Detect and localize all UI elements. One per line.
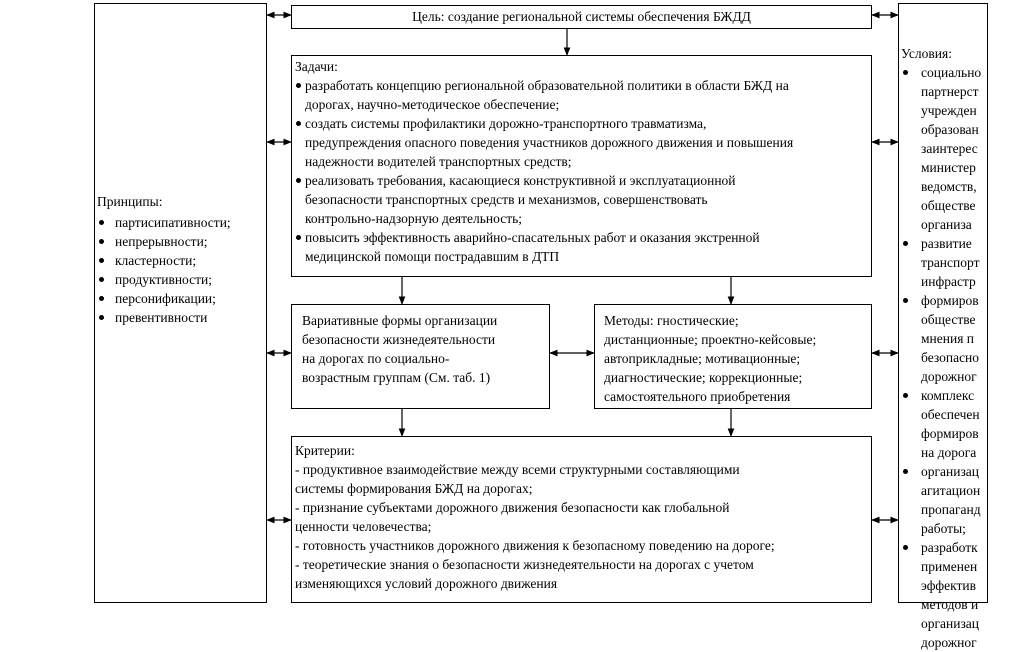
bullet-icon [99,239,104,244]
condition-line: развитие [921,236,972,251]
condition-line: дорожног [921,369,977,384]
conditions-list [899,63,1019,652]
forms-line: Вариативные формы организации [302,313,498,328]
forms-line: возрастным группам (См. таб. 1) [302,370,491,385]
criteria-heading: Критерии: [295,443,355,458]
task-line: безопасности транспортных средств и механизмов, совершенствовать [305,192,708,207]
bullet-icon [903,393,908,398]
methods-line: самостоятельного приобретения [604,389,791,404]
condition-item [899,538,1019,652]
condition-line: ведомств, [921,179,977,194]
condition-line: министер [921,160,976,175]
bullet-icon [296,83,301,88]
bullet-icon [903,469,908,474]
methods-text [604,311,816,406]
condition-line: формиров [921,293,979,308]
task-item [292,114,870,171]
forms-box [291,304,550,409]
criteria-line: - продуктивное взаимодействие между всеми структурными составляющими [295,462,740,477]
bullet-icon [903,70,908,75]
condition-line: обеспечен [921,407,980,422]
conditions-heading: Условия: [901,46,952,61]
condition-line: обществе [921,312,976,327]
condition-line: организац [921,616,980,631]
principles-list [95,213,265,327]
task-line: разработать концепцию региональной образовательной политики в области БЖД на [305,78,789,93]
bullet-icon [903,545,908,550]
principle-item [95,289,265,308]
task-line: предупреждения опасного поведения участников дорожного движения и повышения [305,135,794,150]
criteria-box [291,436,872,603]
principle-text: персонификации; [115,291,216,306]
goal-box [291,5,872,29]
methods-line: Методы: гностические; [604,313,739,328]
forms-text [302,311,497,387]
bullet-icon [99,220,104,225]
condition-line: методов и [921,597,979,612]
principle-text: превентивности [115,310,208,325]
condition-item [899,386,1019,462]
condition-line: комплекс [921,388,975,403]
condition-item [899,234,1019,291]
task-line: дорогах, научно-методическое обеспечение; [305,97,560,112]
condition-line: работы; [921,521,966,536]
condition-line: дорожног [921,635,977,650]
conditions-box [898,3,988,650]
tasks-heading: Задачи: [295,59,338,74]
task-line: реализовать требования, касающиеся конструктивной и эксплуатационной [305,173,736,188]
principles-box [94,3,267,603]
principle-text: кластерности; [115,253,197,268]
condition-item [899,462,1019,538]
condition-line: организац [921,464,980,479]
bullet-icon [99,258,104,263]
condition-line: организа [921,217,972,232]
task-item [292,171,870,228]
criteria-line: - теоретические знания о безопасности жизнедеятельности на дорогах с учетом [295,557,754,572]
criteria-line: ценности человечества; [295,519,432,534]
bullet-icon [99,277,104,282]
bullet-icon [296,178,301,183]
bullet-icon [296,121,301,126]
bullet-icon [99,315,104,320]
principles-heading: Принципы: [97,194,163,209]
task-line: создать системы профилактики дорожно-транспортного травматизма, [305,116,707,131]
condition-line: разработк [921,540,978,555]
principle-item [95,213,265,232]
task-line: повысить эффективность аварийно-спасательных работ и оказания экстренной [305,230,760,245]
bullet-icon [296,235,301,240]
principle-item [95,270,265,289]
forms-line: на дорогах по социально- [302,351,450,366]
task-item [292,228,870,266]
goal-text: Цель: создание региональной системы обеспечения БЖДД [412,9,751,24]
condition-line: на дорога [921,445,977,460]
task-line: контрольно-надзорную деятельность; [305,211,523,226]
criteria-line: - готовность участников дорожного движения к безопасному поведению на дороге; [295,538,775,553]
task-line: надежности водителей транспортных средств; [305,154,572,169]
condition-line: формиров [921,426,979,441]
task-item [292,76,870,114]
criteria-lines [295,460,775,593]
condition-item [899,63,1019,234]
criteria-line: изменяющихся условий дорожного движения [295,576,558,591]
bullet-icon [903,241,908,246]
condition-line: заинтерес [921,141,978,156]
criteria-line: системы формирования БЖД на дорогах; [295,481,533,496]
condition-line: мнения п [921,331,975,346]
condition-line: учрежден [921,103,977,118]
principle-item [95,251,265,270]
forms-line: безопасности жизнедеятельности [302,332,496,347]
criteria-line: - признание субъектами дорожного движения безопасности как глобальной [295,500,730,515]
principle-item [95,308,265,327]
condition-line: эффектив [921,578,977,593]
principle-text: непрерывности; [115,234,208,249]
principle-item [95,232,265,251]
condition-line: партнерст [921,84,979,99]
methods-line: дистанционные; проектно-кейсовые; [604,332,817,347]
methods-box [594,304,872,409]
methods-line: автоприкладные; мотивационные; [604,351,801,366]
bullet-icon [99,296,104,301]
condition-line: образован [921,122,979,137]
tasks-box [291,55,872,277]
condition-line: пропаганд [921,502,981,517]
condition-line: инфрастр [921,274,976,289]
condition-line: социально [921,65,982,80]
condition-line: обществе [921,198,976,213]
condition-line: безопасно [921,350,980,365]
bullet-icon [903,298,908,303]
methods-line: диагностические; коррекционные; [604,370,803,385]
condition-item [899,291,1019,386]
condition-line: транспорт [921,255,980,270]
condition-line: агитацион [921,483,981,498]
task-line: медицинской помощи пострадавшим в ДТП [305,249,560,264]
principle-text: продуктивности; [115,272,213,287]
principle-text: партисипативности; [115,215,231,230]
condition-line: применен [921,559,978,574]
tasks-list [292,76,870,266]
